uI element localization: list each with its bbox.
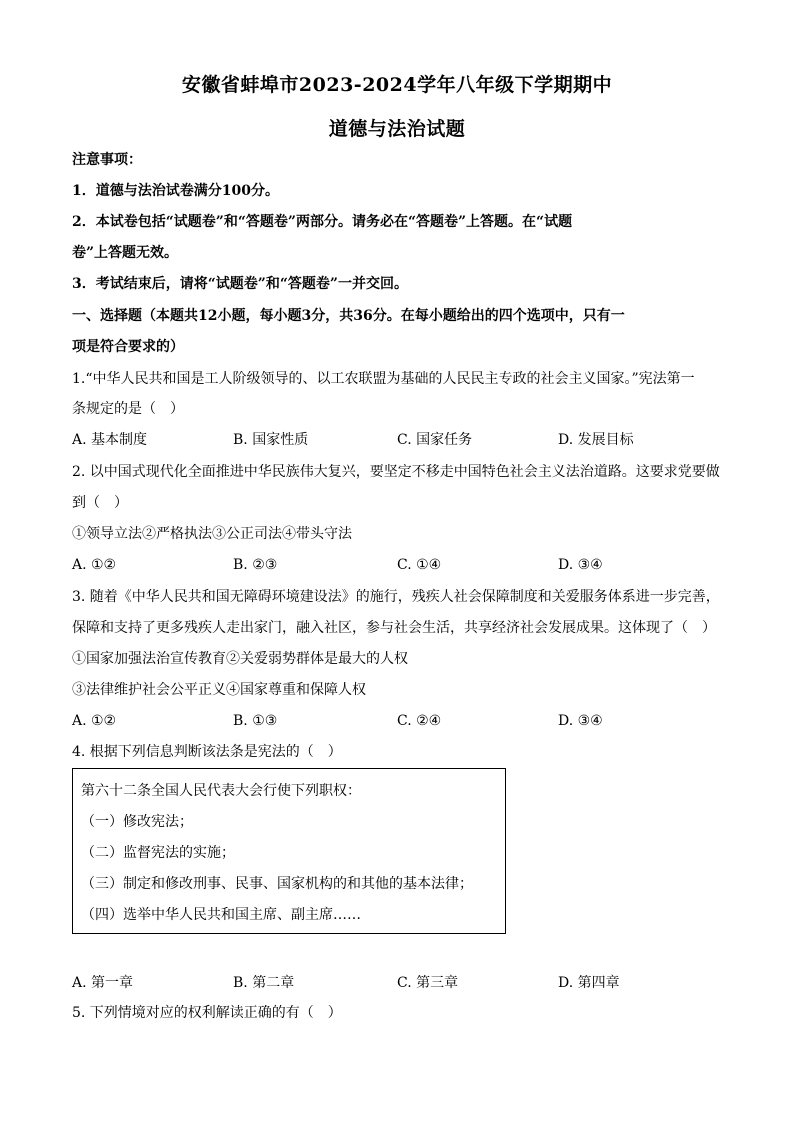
question-1-option-c: C. 国家任务 [397,432,473,448]
question-5-stem: 5. 下列情境对应的权利解读正确的有（ ） [72,1005,342,1021]
question-4-option-c: C. 第三章 [397,975,459,991]
section-heading-cont: 项是符合要求的） [72,339,184,355]
exam-subtitle: 道德与法治试题 [328,118,466,140]
question-4-option-d: D. 第四章 [558,975,620,991]
excerpt-line-3: （二）监督宪法的实施； [81,845,235,861]
question-1-option-a: A. 基本制度 [72,432,148,448]
notice-item-3: 3．考试结束后，请将“试题卷”和“答题卷”一并交回。 [72,276,408,292]
excerpt-line-4: （三）制定和修改刑事、民事、国家机构的和其他的基本法律； [81,876,473,892]
question-3-option-d: D. ③④ [558,713,603,729]
question-4-stem: 4. 根据下列信息判断该法条是宪法的（ ） [72,744,342,760]
constitution-excerpt-box [72,768,506,934]
question-3-option-b: B. ①③ [233,713,278,729]
question-2-option-d: D. ③④ [558,557,603,573]
question-2-stem: 2. 以中国式现代化全面推进中华民族伟大复兴，要坚定不移走中国特色社会主义法治道路。这要求党要做 [72,464,720,480]
question-3-stem-cont: 保障和支持了更多残疾人走出家门，融入社区，参与社会生活，共享经济社会发展成果。这体现了（ ） [72,620,716,636]
excerpt-line-5: （四）选举中华人民共和国主席、副主席…… [81,907,361,923]
notice-item-2-cont: 卷”上答题无效。 [72,245,179,261]
section-heading: 一、选择题（本题共12小题，每小题3分，共36分。在每小题给出的四个选项中，只有一 [72,308,625,324]
question-3-option-a: A. ①② [72,713,117,729]
question-2-choices: ①领导立法②严格执法③公正司法④带头守法 [72,526,352,542]
notice-heading: 注意事项： [72,152,142,168]
question-2-option-b: B. ②③ [233,557,278,573]
question-3-stem: 3. 随着《中华人民共和国无障碍环境建设法》的施行，残疾人社会保障制度和关爱服务体系进一步完善， [72,589,720,605]
excerpt-line-2: （一）修改宪法； [81,814,193,830]
question-1-option-d: D. 发展目标 [558,432,634,448]
question-3-choices-2: ③法律维护社会公平正义④国家尊重和保障人权 [72,682,366,698]
question-2-option-a: A. ①② [72,557,117,573]
question-3-option-c: C. ②④ [397,713,442,729]
question-1-option-b: B. 国家性质 [233,432,309,448]
question-2-stem-cont: 到（ ） [72,495,128,511]
question-1-stem-cont: 条规定的是（ ） [72,401,184,417]
question-4-option-b: B. 第二章 [233,975,295,991]
question-1-stem: 1.“中华人民共和国是工人阶级领导的、以工农联盟为基础的人民民主专政的社会主义国家。”宪法第一 [72,371,695,387]
question-4-option-a: A. 第一章 [72,975,134,991]
exam-title: 安徽省蚌埠市2023-2024学年八年级下学期期中 [181,74,613,96]
question-3-choices-1: ①国家加强法治宣传教育②关爱弱势群体是最大的人权 [72,651,408,667]
notice-item-1: 1．道德与法治试卷满分100分。 [72,183,279,199]
question-2-option-c: C. ①④ [397,557,442,573]
excerpt-line-1: 第六十二条全国人民代表大会行使下列职权： [81,783,361,799]
notice-item-2: 2．本试卷包括“试题卷”和“答题卷”两部分。请务必在“答题卷”上答题。在“试题 [72,214,573,230]
